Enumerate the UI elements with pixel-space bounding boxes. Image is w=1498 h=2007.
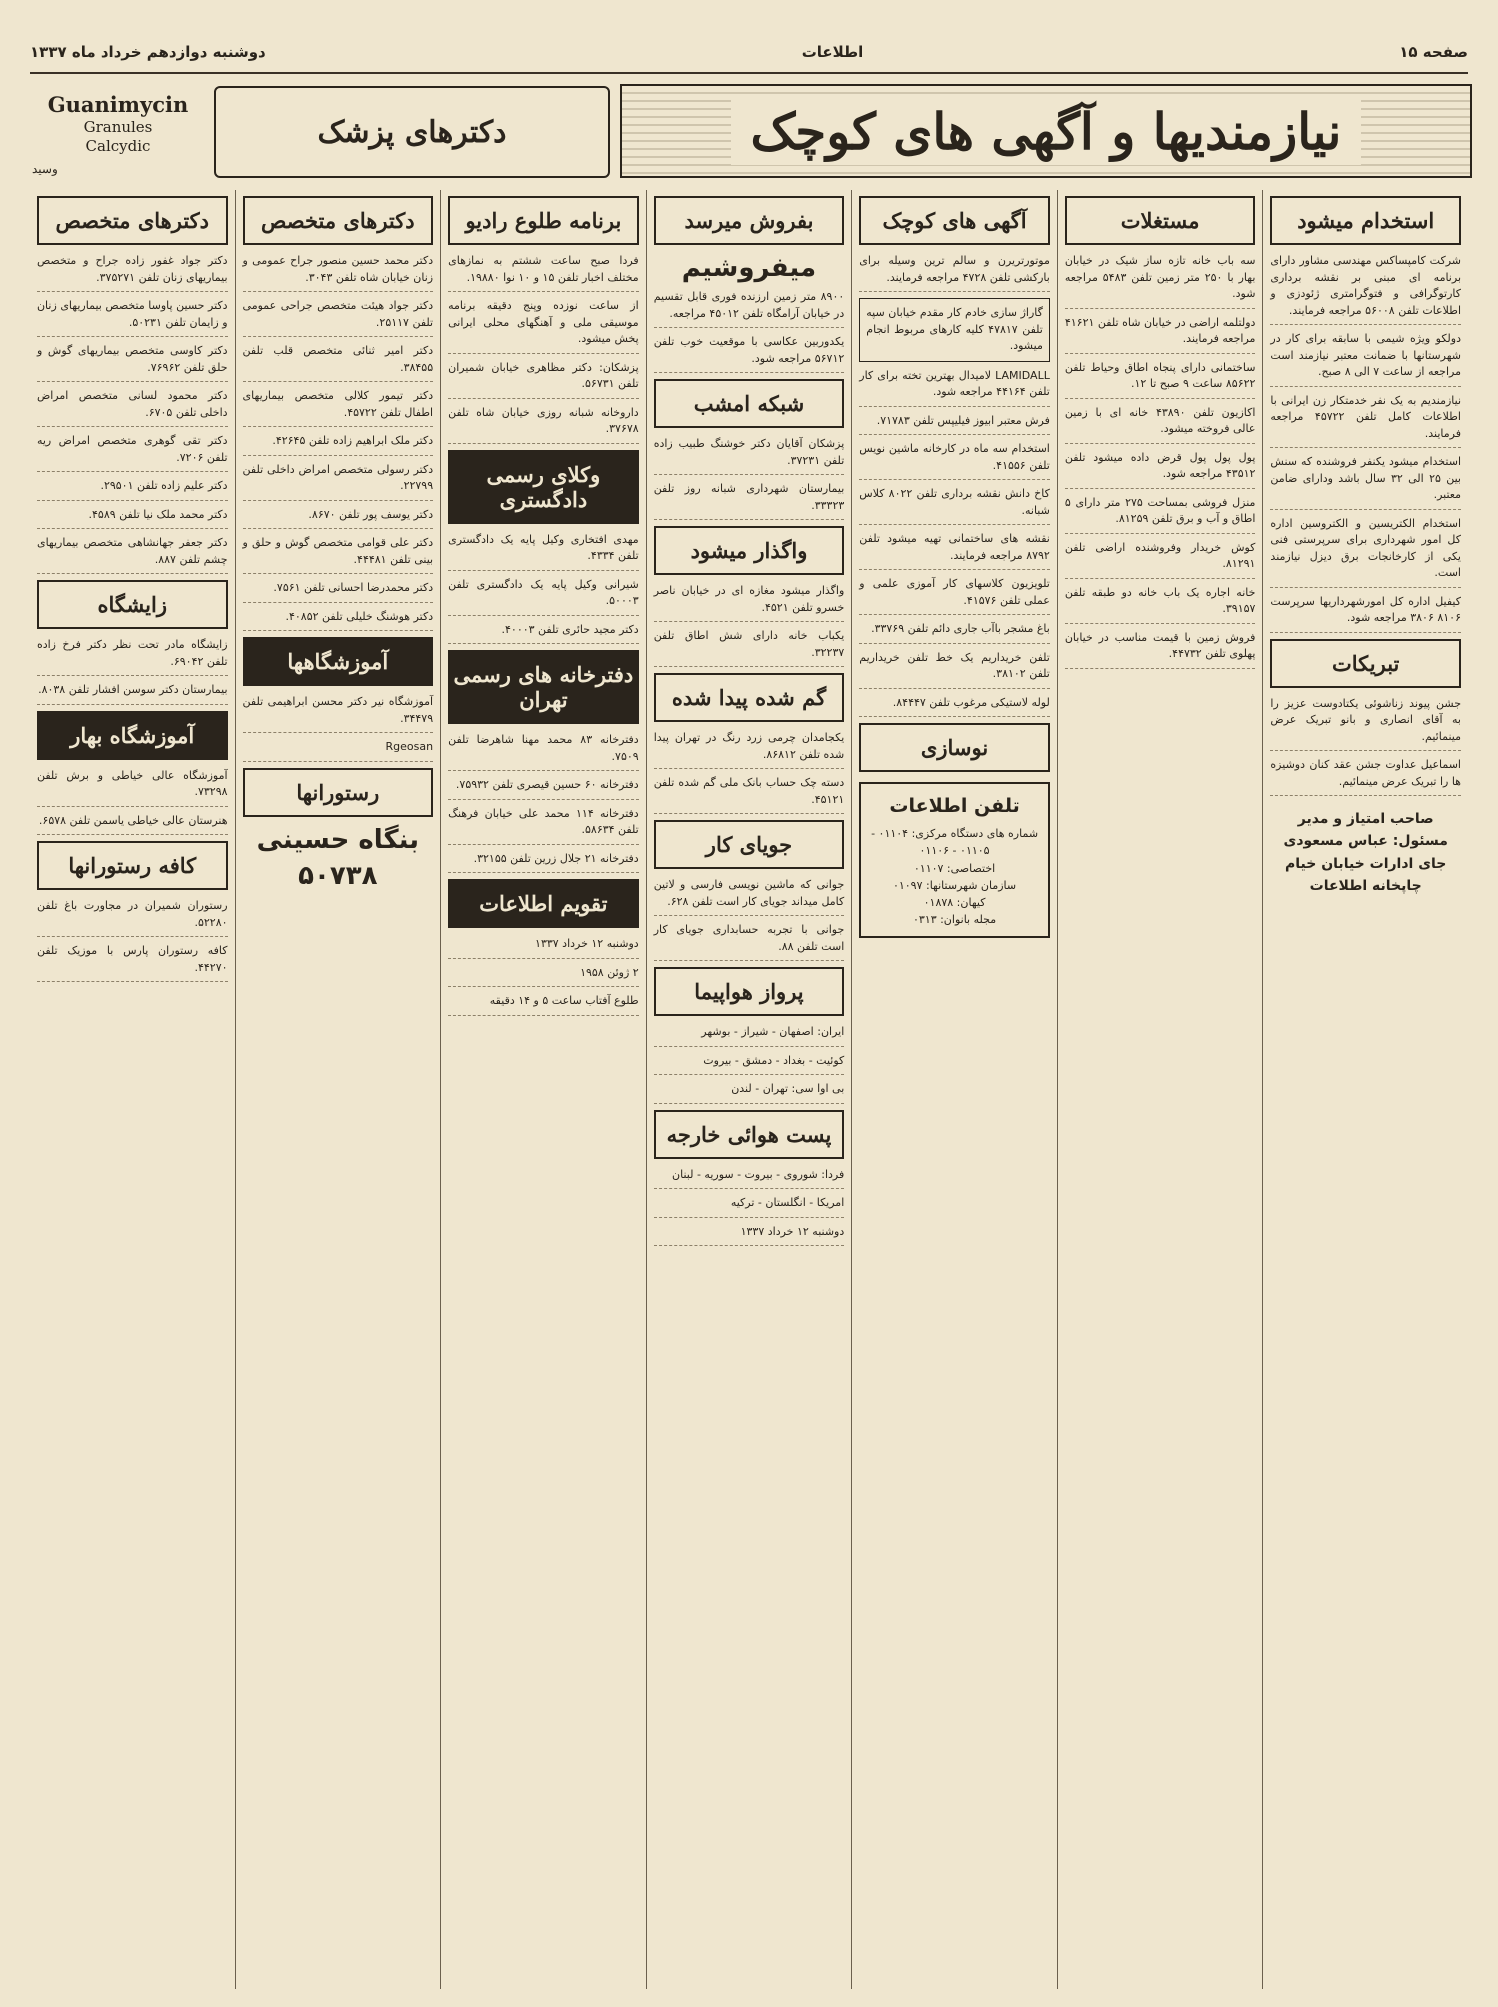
section-heading: بفروش میرسد [654,196,845,245]
ad-item: آموزشگاه عالی خیاطی و برش تلفن ۷۳۲۹۸. [37,768,228,807]
ad-item: دکتر محمد ملک نیا تلفن ۴۵۸۹. [37,507,228,530]
publisher-credit: صاحب امتیاز و مدیر مسئول: عباس مسعودی جای ادارات خیابان خیام چاپخانه اطلاعات [1283,811,1448,895]
section-heading: تقویم اطلاعات [448,879,639,928]
ad-item: یکباب خانه دارای شش اطاق تلفن ۳۲۲۳۷. [654,628,845,667]
ad-item: کاخ دانش نقشه برداری تلفن ۸۰۲۲ کلاس شبانه. [859,486,1050,525]
ad-item: آموزشگاه نیر دکتر محسن ابراهیمی تلفن ۳۴۴۷۹. [243,694,434,733]
ad-item: فرش معتبر ابیوز فیلیپس تلفن ۷۱۷۸۳. [859,413,1050,436]
banner-title: نیازمندیها و آگهی های کوچک [731,98,1362,165]
ad-item: دکتر جعفر جهانشاهی متخصص بیماریهای چشم تلفن ۸۸۷. [37,535,228,574]
section-heading: پرواز هواپیما [654,967,845,1016]
column-for-sale [646,190,852,1989]
ad-item: دکتر علی قوامی متخصص گوش و حلق و بینی تلفن ۴۴۴۸۱. [243,535,434,574]
ad-item: دکتر محمود لسانی متخصص امراض داخلی تلفن ۶۷۰۵. [37,388,228,427]
issue-date: دوشنبه دوازدهم خرداد ماه ۱۳۳۷ [30,43,266,61]
ad-item: موتورتریرن و سالم ترین وسیله برای بارکشی تلفن ۴۷۲۸ مراجعه فرمایند. [859,253,1050,292]
page-number: صفحه ۱۵ [1399,43,1468,61]
section-heading: زایشگاه [37,580,228,629]
ad-headline: بنگاه حسینی [256,824,420,855]
column-doctors-a [235,190,441,1989]
ad-item: دکتر هوشنگ خلیلی تلفن ۴۰۸۵۲. [243,609,434,632]
ad-item: فروش زمین با قیمت مناسب در خیابان پهلوی تلفن ۴۴۷۳۲. [1065,630,1256,669]
ad-item: کوش خریدار وفروشنده اراضی تلفن ۸۱۲۹۱. [1065,540,1256,579]
ad-item: پزشکان آقایان دکتر خوشنگ طبیب زاده تلفن ۳۷۲۳۱. [654,436,845,475]
ad-item: لوله لاستیکی مرغوب تلفن ۸۴۴۴۷. [859,695,1050,718]
ad-item: دکتر ملک ابراهیم زاده تلفن ۴۲۶۴۵. [243,433,434,456]
ad-item: دولتلمه اراضی در خیابان شاه تلفن ۴۱۶۲۱ مراجعه فرمایند. [1065,315,1256,354]
ad-item: دولکو ویژه شیمی با سابقه برای کار در شهرستانها با ضمانت معتبر نیازمند است مراجعه از ساعت ۷ الی ۸ صبح. [1270,331,1461,387]
ad-item: سه باب خانه تازه ساز شیک در خیابان بهار با ۲۵۰ متر زمین تلفن ۵۴۸۳ مراجعه شود. [1065,253,1256,309]
ad-item: از ساعت نوزده وپنج دقیقه برنامه موسیقی ملی و آهنگهای محلی ایرانی پخش میشود. [448,298,639,354]
ad-item: دکتر جواد هیئت متخصص جراحی عمومی تلفن ۲۵۱۱۷. [243,298,434,337]
ad-phone-number: ۵۰۷۳۸ [298,860,378,891]
ad-item: فردا: شوروی - بیروت - سوریه - لبنان [654,1167,845,1190]
date-block: دوشنبه ۱۲ خرداد ۱۳۳۷ [654,1224,845,1247]
section-heading: واگذار میشود [654,526,845,575]
ad-item: بیمارستان دکتر سوسن افشار تلفن ۸۰۳۸. [37,682,228,705]
phone-line: شماره های دستگاه مرکزی: ۰۱۱۰۴ - ۰۱۱۰۵ - ۰۱۱۰۶ [871,827,1039,858]
ad-item: دفترخانه ۱۱۴ محمد علی خیابان فرهنگ تلفن ۵۸۶۳۴. [448,806,639,845]
ad-item: گاراژ سازی خادم کار مقدم خیابان سپه تلفن ۴۷۸۱۷ کلیه کارهای مربوط انجام میشود. [859,298,1050,362]
section-heading: رستورانها [243,768,434,817]
section-heading: دکترهای متخصص [243,196,434,245]
column-radio-lawyers [440,190,646,1989]
big-headline: میفروشیم [681,253,817,283]
section-heading: تبریکات [1270,639,1461,688]
ad-item: پزشکان: دکتر مظاهری خیابان شمیران تلفن ۵۶۷۳۱. [448,360,639,399]
ad-item: زایشگاه مادر تحت نظر دکتر فرخ زاده تلفن ۶۹۰۴۲. [37,637,228,676]
page-header [30,32,1468,74]
ad-item: Rgeosan [243,739,434,762]
ad-item: دکتر تیمور کلالی متخصص بیماریهای اطفال تلفن ۴۵۷۲۲. [243,388,434,427]
ad-item: ۸۹۰۰ متر زمین ارزنده فوری قابل تقسیم در خیابان آرامگاه تلفن ۴۵۰۱۲ مراجعه. [654,289,845,328]
section-heading: کافه رستورانها [37,841,228,890]
ad-item: استخدام الکتریسین و الکتروسین اداره کل امور شهرداری برای سرپرستی فنی یکی از کارخانجات برق دیزل نیازمند است. [1270,516,1461,588]
ad-item: هنرستان عالی خیاطی یاسمن تلفن ۶۵۷۸. [37,813,228,836]
medical-section-logo [214,86,610,178]
column-employment [1262,190,1468,1989]
ad-item: دفترخانه ۲۱ جلال زرین تلفن ۳۲۱۵۵. [448,851,639,874]
phone-line: سازمان شهرستانها: ۰۱۰۹۷ [892,878,1017,892]
ad-item: اسماعیل عداوت جشن عقد کنان دوشیزه ها را تبریک عرض مینمائیم. [1270,757,1461,796]
ad-item: خانه اجاره یک باب خانه دو طبقه تلفن ۳۹۱۵۷. [1065,585,1256,624]
section-heading: وکلای رسمی دادگستری [448,450,639,524]
section-heading: آگهی های کوچک [859,196,1050,245]
ad-item: اکازیون تلفن ۴۳۸۹۰ خانه ای با زمین عالی فروخته میشود. [1065,405,1256,444]
section-heading: دفترخانه های رسمی تهران [448,650,639,724]
ad-item: شرکت کامپساکس مهندسی مشاور دارای برنامه ای مبنی بر نقشه برداری کارتوگرافی و فتوگرامتری ژئودزی و اطلاعات تلفن ۵۶۰۰۸ مراجعه فرمایند. [1270,253,1461,325]
ad-item: جوانی که ماشین نویسی فارسی و لاتین کامل میداند جویای کار است تلفن ۶۲۸. [654,877,845,916]
ad-item: یکدوربین عکاسی با موقعیت خوب تلفن ۵۶۷۱۲ مراجعه شود. [654,334,845,373]
ad-item: دکتر محمد حسین منصور جراح عمومی و زنان خیابان شاه تلفن ۳۰۴۳. [243,253,434,292]
ad-item: دکتر رسولی متخصص امراض داخلی تلفن ۲۲۷۹۹. [243,462,434,501]
ad-item: دکتر کاوسی متخصص بیماریهای گوش و حلق تلفن ۷۶۹۶۲. [37,343,228,382]
ad-item: کوئیت - بغداد - دمشق - بیروت [654,1053,845,1076]
ad-item: دفترخانه ۶۰ حسین قیصری تلفن ۷۵۹۳۲. [448,777,639,800]
section-heading: مستغلات [1065,196,1256,245]
ad-item: یکجامدان چرمی زرد رنگ در تهران پیدا شده تلفن ۸۶۸۱۲. [654,730,845,769]
ad-item: دکتر مجید حائری تلفن ۴۰۰۰۳. [448,622,639,645]
phone-directory-box [859,782,1050,938]
ad-item: دکتر علیم زاده تلفن ۲۹۵۰۱. [37,478,228,501]
section-heading: جویای کار [654,820,845,869]
medical-logo-text: دکترهای پزشک [317,114,507,150]
section-heading: دکترهای متخصص [37,196,228,245]
ad-item: جشن پیوند زناشوئی یکتادوست عزیز را به آقای انصاری و بانو تبریک عرض مینمائیم. [1270,696,1461,752]
phone-line: کیهان: ۰۱۸۷۸ [923,895,986,909]
ad-item: بیمارستان شهرداری شبانه روز تلفن ۳۳۳۲۳. [654,481,845,520]
section-heading: پست هوائی خارجه [654,1110,845,1159]
columns-container [30,190,1468,1989]
ad-item: دکتر محمدرضا احسانی تلفن ۷۵۶۱. [243,580,434,603]
ad-item: واگذار میشود مغازه ای در خیابان ناصر خسرو تلفن ۴۵۲۱. [654,583,845,622]
drug-advertisement [32,92,204,182]
section-heading: گم شده پیدا شده [654,673,845,722]
section-heading: نوسازی [859,723,1050,772]
ad-item: دکتر امیر ثنائی متخصص قلب تلفن ۳۸۴۵۵. [243,343,434,382]
ad-item: ۲ ژوئن ۱۹۵۸ [448,965,639,988]
ad-item: منزل فروشی بمساحت ۲۷۵ متر دارای ۵ اطاق و آب و برق تلفن ۸۱۲۵۹. [1065,495,1256,534]
ad-item: باغ مشجر باآب جاری دائم تلفن ۳۳۷۶۹. [859,621,1050,644]
ad-item: امریکا - انگلستان - ترکیه [654,1195,845,1218]
ad-item: ایران: اصفهان - شیراز - بوشهر [654,1024,845,1047]
ad-item: بی اوا سی: تهران - لندن [654,1081,845,1104]
ad-item: پول پول پول قرض داده میشود تلفن ۴۳۵۱۲ مراجعه شود. [1065,450,1256,489]
drug-variant: Calcydic [85,137,151,155]
phone-line: مجله بانوان: ۰۳۱۳ [912,912,997,926]
ad-item: استخدام میشود یکنفر فروشنده که سنش بین ۲۵ الی ۳۲ سال باشد ودارای ضامن معتبر. [1270,454,1461,510]
ad-item: دکتر حسین پاوسا متخصص بیماریهای زنان و زایمان تلفن ۵۰۲۳۱. [37,298,228,337]
ad-item: LAMIDALL لامیدال بهترین تخته برای کار تلفن ۴۴۱۶۴ مراجعه شود. [859,368,1050,407]
ad-item: استخدام سه ماه در کارخانه ماشین نویس تلفن ۴۱۵۵۶. [859,441,1050,480]
drug-small-text: وسید [32,161,58,176]
section-heading: برنامه طلوع رادیو [448,196,639,245]
ad-item: تلفن خریداریم یک خط تلفن خریداریم تلفن ۳۸۱۰۲. [859,650,1050,689]
section-heading: آموزشگاهها [243,637,434,686]
drug-name: Guanimycin [47,92,189,117]
ad-item: فردا صبح ساعت ششتم به نمازهای مختلف اخبار تلفن ۱۵ و ۱۰ نوا ۱۹۸۸۰. [448,253,639,292]
ad-item: کافه رستوران پارس با موزیک تلفن ۴۴۲۷۰. [37,943,228,982]
ad-item: دکتر یوسف پور تلفن ۸۶۷۰. [243,507,434,530]
ad-item: رستوران شمیران در مجاورت باغ تلفن ۵۲۲۸۰. [37,898,228,937]
ad-item: نیازمندیم به یک نفر خدمتکار زن ایرانی با اطلاعات کامل تلفن ۴۵۷۲۲ مراجعه فرمایند. [1270,393,1461,449]
ad-item: تلویزیون کلاسهای کار آموزی علمی و عملی تلفن ۴۱۵۷۶. [859,576,1050,615]
ad-item: طلوع آفتاب ساعت ۵ و ۱۴ دقیقه [448,993,639,1016]
ad-item: مهدی افتخاری وکیل پایه یک دادگستری تلفن ۴۳۳۴. [448,532,639,571]
column-small-ads [851,190,1057,1989]
ad-item: دوشنبه ۱۲ خرداد ۱۳۳۷ [448,936,639,959]
drug-form: Granules [83,118,153,137]
ad-item: دسته چک حساب بانک ملی گم شده تلفن ۴۵۱۲۱. [654,775,845,814]
ad-item: جوانی با تجربه حسابداری جویای کار است تلفن ۸۸. [654,922,845,961]
phone-line: اختصاصی: ۰۱۱۰۷ [913,861,996,875]
ad-item: ساختمانی دارای پنجاه اطاق وحیاط تلفن ۸۵۶۲۲ ساعت ۹ صبح تا ۱۲. [1065,360,1256,399]
classifieds-banner [620,84,1472,178]
ad-item: کیفیل اداره کل امورشهرداریها سرپرست ۸۱۰۶ ۳۸۰۶ مراجعه شود. [1270,594,1461,633]
paper-name: اطلاعات [801,43,864,61]
ad-item: دکتر تقی گوهری متخصص امراض ریه تلفن ۷۲۰۶. [37,433,228,472]
phone-box-title: تلفن اطلاعات [889,795,1020,817]
section-heading: آموزشگاه بهار [37,711,228,760]
section-heading: شبکه امشب [654,379,845,428]
ad-item: نقشه های ساختمانی تهیه میشود تلفن ۸۷۹۲ مراجعه فرمایند. [859,531,1050,570]
ad-item: دفترخانه ۸۳ محمد مهنا شاهرضا تلفن ۷۵۰۹. [448,732,639,771]
ad-item: دکتر جواد غفور زاده جراح و متخصص بیماریهای زنان تلفن ۳۷۵۲۷۱. [37,253,228,292]
section-heading: استخدام میشود [1270,196,1461,245]
ad-item: شیرانی وکیل پایه یک دادگستری تلفن ۵۰۰۰۳. [448,577,639,616]
column-doctors-b [30,190,235,1989]
ad-item: داروخانه شبانه روزی خیابان شاه تلفن ۳۷۶۷۸. [448,405,639,444]
column-real-estate [1057,190,1263,1989]
